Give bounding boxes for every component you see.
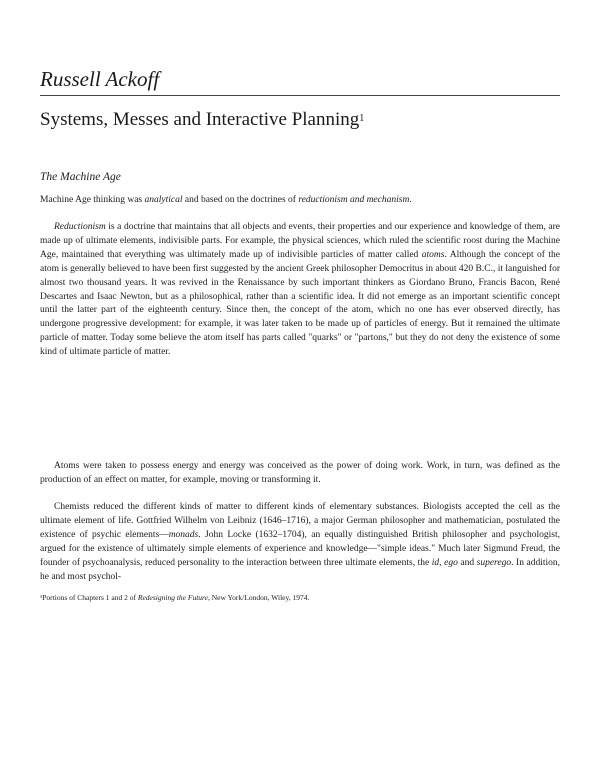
title-footnote-marker[interactable]: 1 xyxy=(359,113,365,124)
footnote: ¹Portions of Chapters 1 and 2 of Redesigning the Future, New York/London, Wiley, 1974. xyxy=(40,593,310,602)
section-heading: The Machine Age xyxy=(40,171,121,183)
chapter-title xyxy=(40,108,364,132)
header-divider xyxy=(40,95,560,96)
paragraph-4: Chemists reduced the different kinds of matter to different kinds of elementary substances. Biologists accepted the cell as the ultimate element of life. Gottfried Wilhelm von Leibniz (1646–1716), a major German philosopher and mathematician, postulated the existence of psychic elements—monads. John Locke (1632–1704), an equally distinguished British philosopher and psychologist, argued for the existence of ultimately simple elements of experience and knowledge—"simple ideas." Much later Sigmund Freud, the founder of psychoanalysis, reduced personality to the interaction between three ultimate elements, the id, ego and superego. In addition, he and most psychol- xyxy=(40,502,561,582)
chapter-title-text: Systems, Messes and Interactive Planning xyxy=(40,109,360,130)
paragraph-1: Machine Age thinking was analytical and based on the doctrines of reductionism and mechanism. xyxy=(40,195,412,205)
author-name: Russell Ackoff xyxy=(40,67,160,91)
paragraph-2: Reductionism is a doctrine that maintains that all objects and events, their properties and our experience and knowledge of them, are made up of ultimate elements, indivisible parts. For example, the physical sciences, which ruled the scientific roost during the Machine Age, maintained that everything was ultimately made up of indivisible particles of matter called atoms. Although the concept of the atom is generally believed to have been first suggested by the ancient Greek philosopher Democritus in about 420 B.C., it languished for almost two thousand years. It was revived in the Renaissance by such important thinkers as Giordano Bruno, Francis Bacon, René Descartes and Isaac Newton, but as a philosophical, rather than a scientific idea. It did not emerge as an important scientific concept until the latter part of the eighteenth century. Since then, the concept of the atom, which no one has ever observed directly, has undergone progressive development: for example, it was later taken to be made up of particles of energy. But it remained the ultimate particle of matter. Today some believe the atom itself has parts called "quarks" or "partons," but they do not deny the existence of some kind of ultimate particle of matter. xyxy=(40,222,560,358)
paragraph-3: Atoms were taken to possess energy and energy was conceived as the power of doing work. Work, in turn, was defined as the production of an effect on matter, for example, moving or transforming it. xyxy=(40,461,560,485)
